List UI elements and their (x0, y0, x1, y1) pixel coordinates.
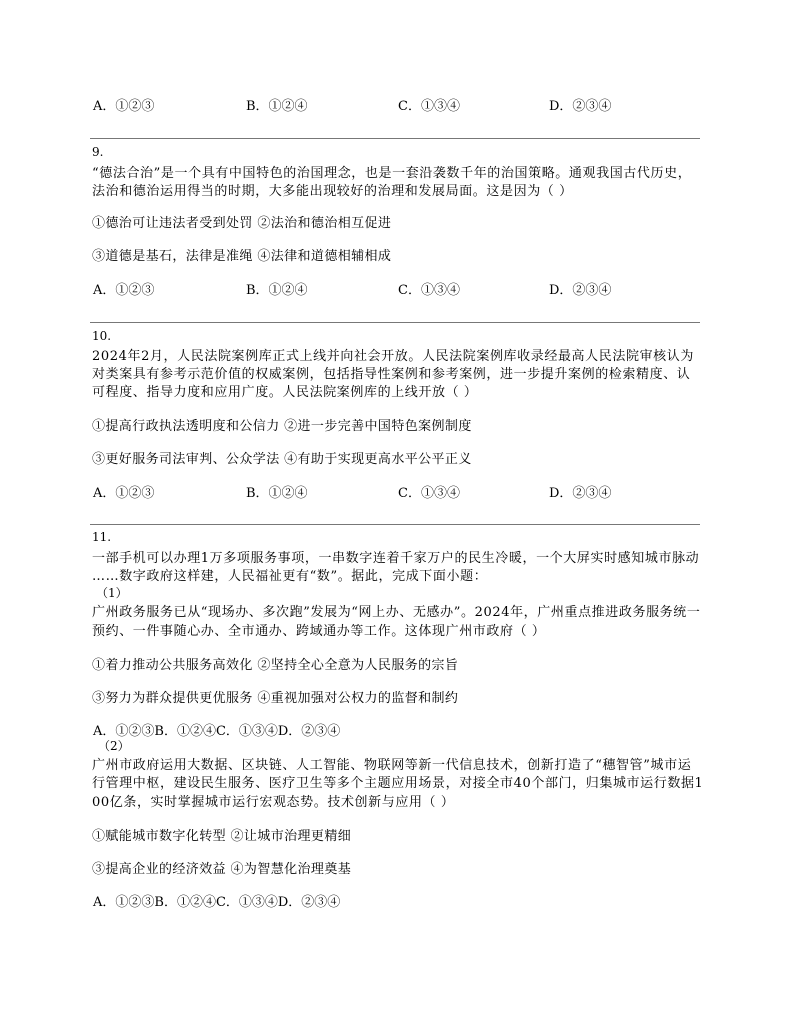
sub2-options[interactable]: A．①②③B．①②④C．①③④D．②③④ (93, 895, 341, 910)
statement-line: ①提高行政执法透明度和公信力 ②进一步完善中国特色案例制度 (92, 419, 472, 434)
q10-option-a[interactable]: A．①②③ (93, 486, 155, 501)
question-number: 9. (92, 145, 104, 159)
subquestion-stem-line: 广州政务服务已从“现场办、多次跑”发展为“网上办、无感办”。2024年，广州重点推进政务服务统一 (92, 605, 701, 620)
q9-option-b[interactable]: B．①②④ (246, 283, 308, 298)
question-stem-line: 对类案具有参考示范价值的权威案例，包括指导性案例和参考案例，进一步提升案例的检索精度、认 (92, 367, 691, 382)
statement-line: ③努力为群众提供更优服务 ④重视加强对公权力的监督和制约 (92, 691, 459, 706)
question-number: 10. (92, 329, 112, 343)
subquestion-stem-line: 预约、一件事随心办、全市通办、跨域通办等工作。这体现广州市政府（ ） (92, 624, 546, 639)
q8-option-b[interactable]: B．①②④ (246, 99, 308, 114)
q8-option-a[interactable]: A．①②③ (93, 99, 155, 114)
q10-option-b[interactable]: B．①②④ (246, 486, 308, 501)
divider (90, 322, 700, 323)
subquestion-number: （1） (96, 586, 128, 600)
question-stem-line: 可程度、指导力度和应用广度。人民法院案例库的上线开放（ ） (92, 385, 478, 400)
q10-option-c[interactable]: C．①③④ (398, 486, 460, 501)
q10-option-d[interactable]: D．②③④ (549, 486, 612, 501)
question-intro-line: ……数字政府这样建，人民福祉更有“数”。据此，完成下面小题： (92, 569, 488, 584)
statement-line: ③更好服务司法审判、公众学法 ④有助于实现更高水平公平正义 (92, 452, 472, 467)
subquestion-stem-line: 00亿条，实时掌握城市运行宏观态势。技术创新与应用（ ） (92, 795, 455, 810)
question-stem-line: “德法合治”是一个具有中国特色的治国理念，也是一套沿袭数千年的治国策略。通观我国古代历史， (92, 166, 692, 181)
question-stem-line: 2024年2月，人民法院案例库正式上线并向社会开放。人民法院案例库收录经最高人民法院审核认为 (92, 349, 694, 364)
sub1-options[interactable]: A．①②③B．①②④C．①③④D．②③④ (93, 724, 341, 739)
q9-option-d[interactable]: D．②③④ (549, 283, 612, 298)
subquestion-number: （2） (98, 739, 130, 753)
statement-line: ③提高企业的经济效益 ④为智慧化治理奠基 (92, 862, 352, 877)
question-number: 11. (92, 530, 112, 544)
statement-line: ③道德是基石，法律是准绳 ④法律和道德相辅相成 (92, 249, 392, 264)
divider (90, 524, 700, 525)
statement-line: ①着力推动公共服务高效化 ②坚持全心全意为人民服务的宗旨 (92, 658, 459, 673)
q9-option-a[interactable]: A．①②③ (93, 283, 155, 298)
divider (90, 138, 700, 139)
q9-option-c[interactable]: C．①③④ (398, 283, 460, 298)
statement-line: ①赋能城市数字化转型 ②让城市治理更精细 (92, 829, 352, 844)
question-intro-line: 一部手机可以办理1万多项服务事项，一串数字连着千家万户的民生冷暖，一个大屏实时感知城市脉动 (92, 551, 700, 566)
q8-option-d[interactable]: D．②③④ (549, 99, 612, 114)
subquestion-stem-line: 广州市政府运用大数据、区块链、人工智能、物联网等新一代信息技术，创新打造了“穗智管”城市运 (92, 758, 692, 773)
statement-line: ①德治可让违法者受到处罚 ②法治和德治相互促进 (92, 216, 392, 231)
subquestion-stem-line: 行管理中枢，建设民生服务、医疗卫生等多个主题应用场景，对接全市40个部门，归集城市运行数据1 (92, 776, 704, 791)
q8-option-c[interactable]: C．①③④ (398, 99, 460, 114)
question-stem-line: 法治和德治运用得当的时期，大多能出现较好的治理和发展局面。这是因为（ ） (92, 184, 573, 199)
